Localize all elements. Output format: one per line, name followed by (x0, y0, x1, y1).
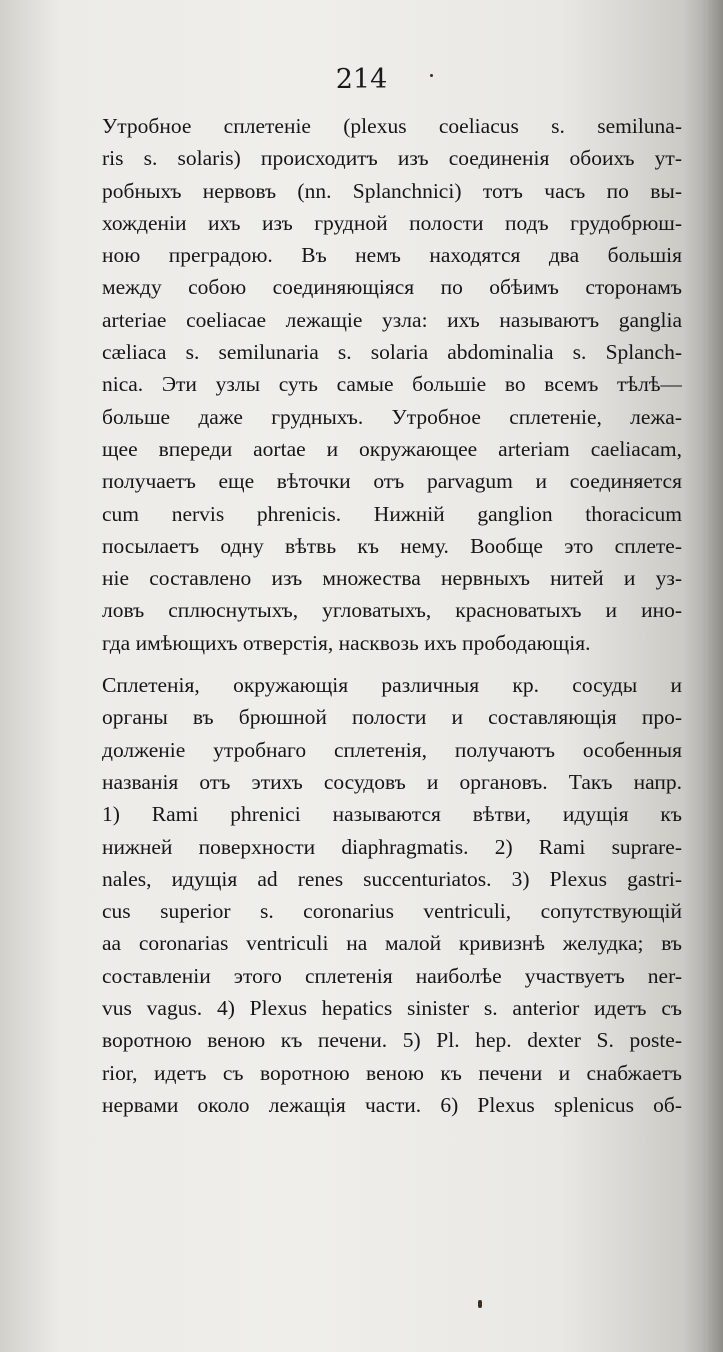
text-line: нижней поверхности diaphragmatis. 2) Rami suprare- (102, 834, 682, 859)
text-line: arteriae coeliacae лежащіе узла: ихъ называютъ gangliа (102, 307, 682, 332)
text-line: Сплетенія, окружающія различныя кр. сосуды и (102, 673, 682, 698)
page-edge-shadow (683, 0, 723, 1352)
text-line: робныхъ нервовъ (nn. Splanchnici) тотъ часъ по вы- (102, 178, 682, 203)
text-line: nales, идущія ad renes succenturiatos. 3) Plexus gastri- (102, 866, 682, 891)
body-text (102, 110, 682, 1121)
text-line: ніе составлено изъ множества нервныхъ нитей и уз- (102, 566, 682, 591)
text-line: между собою соединяющіяся по обѣимъ сторонамъ (102, 275, 682, 300)
text-line: органы въ брюшной полости и составляющія про- (102, 705, 682, 730)
text-line: щее впереди aortae и окружающее arteriam caeliacam, (102, 436, 682, 461)
text-line: ловъ сплюснутыхъ, угловатыхъ, красноватыхъ и ино- (102, 598, 682, 623)
text-line: nica. Эти узлы суть самые большіе во всемъ тѣлѣ— (102, 372, 682, 397)
text-line: cus superior s. coronarius ventriculi, сопутствующій (102, 899, 682, 924)
text-line: долженіе утробнаго сплетенія, получаютъ особенныя (102, 737, 682, 762)
text-line: больше даже грудныхъ. Утробное сплетеніе, лежа- (102, 404, 682, 429)
text-line: 1) Rami phrenici называются вѣтви, идущія къ (102, 802, 682, 827)
text-line: составленіи этого сплетенія наиболѣе участвуетъ ner- (102, 963, 682, 988)
text-line: rior, идетъ съ воротною веною къ печени и снабжаетъ (102, 1060, 682, 1085)
text-line: cum nervis phrenicis. Нижній ganglion thoracicum (102, 501, 682, 526)
text-line: ною преградою. Въ немъ находятся два большія (102, 243, 682, 268)
paragraph-gap (102, 659, 682, 669)
paper-speck (430, 74, 433, 77)
text-line: aa coronarias ventriculi на малой кривизнѣ желудка; въ (102, 931, 682, 956)
text-line: cæliaca s. semilunaria s. solaria abdominalia s. Splanch- (102, 340, 682, 365)
text-line: хожденіи ихъ изъ грудной полости подъ грудобрюш- (102, 210, 682, 235)
text-line: нервами около лежащія части. 6) Plexus splenicus об- (102, 1092, 682, 1117)
page-number: 214 (335, 64, 388, 95)
text-line: ris s. solaris) происходитъ изъ соединенія обоихъ ут- (102, 146, 682, 171)
text-line: получаетъ еще вѣточки отъ parvagum и соединяется (102, 469, 682, 494)
text-line: воротною веною къ печени. 5) Pl. hep. dexter S. poste- (102, 1028, 682, 1053)
text-line: vus vagus. 4) Plexus hepatics sinister s. anterior идетъ съ (102, 996, 682, 1021)
text-line: Утробное сплетеніе (plexus coeliacus s. semiluna- (102, 114, 682, 138)
text-line: гда имѣющихъ отверстія, насквозь ихъ прободающія. (102, 630, 591, 655)
text-line: названія отъ этихъ сосудовъ и органовъ. Такъ напр. (102, 769, 682, 794)
paper-speck (478, 1300, 482, 1308)
text-line: посылаетъ одну вѣтвь къ нему. Вообще это сплете- (102, 533, 682, 558)
